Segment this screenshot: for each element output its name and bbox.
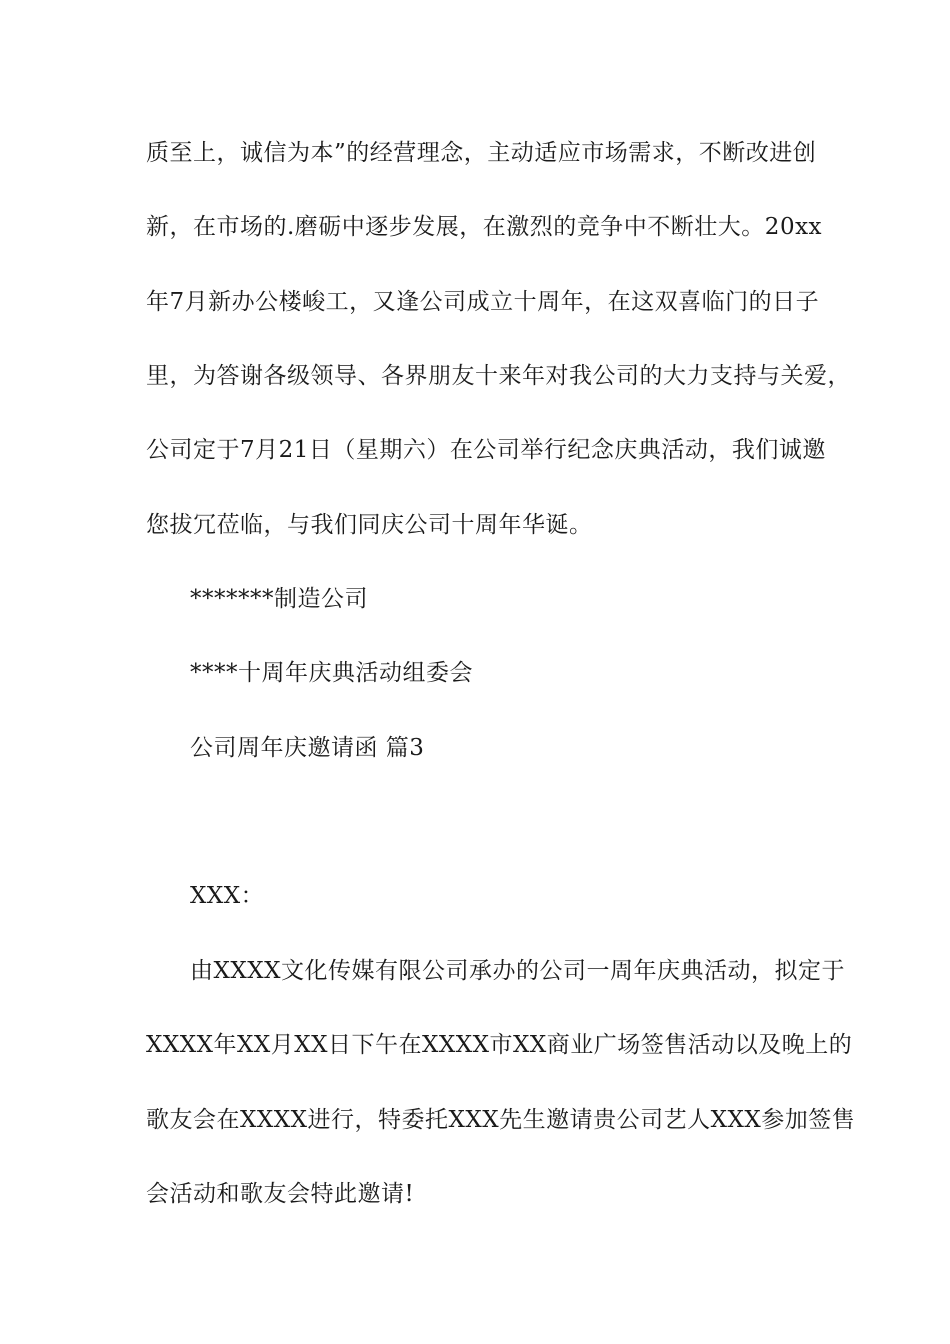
body-line-2: 新，在市场的.磨砺中逐步发展，在激烈的竞争中不断壮大。20xx: [146, 214, 823, 240]
body-line-5: 公司定于7月21日（星期六）在公司举行纪念庆典活动，我们诚邀: [146, 437, 826, 463]
invite-line-3: 歌友会在XXXX进行，特委托XXX先生邀请贵公司艺人XXX参加签售: [146, 1107, 856, 1133]
signature-company: *******制造公司: [190, 586, 368, 612]
body-line-4: 里，为答谢各级领导、各界朋友十来年对我公司的大力支持与关爱，: [146, 363, 851, 389]
invite-line-4: 会活动和歌友会特此邀请!: [146, 1181, 415, 1207]
invite-line-1: 由XXXX文化传媒有限公司承办的公司一周年庆典活动，拟定于: [190, 958, 845, 984]
body-line-1: 质至上，诚信为本”的经营理念，主动适应市场需求，不断改进创: [146, 140, 817, 166]
section-heading: 公司周年庆邀请函 篇3: [190, 735, 425, 761]
body-line-6: 您拔冗莅临，与我们同庆公司十周年华诞。: [146, 512, 593, 538]
salutation: XXX：: [190, 883, 265, 909]
invite-line-2: XXXX年XX月XX日下午在XXXX市XX商业广场签售活动以及晚上的: [146, 1032, 853, 1058]
signature-committee: ****十周年庆典活动组委会: [190, 660, 473, 686]
body-line-3: 年7月新办公楼峻工，又逢公司成立十周年，在这双喜临门的日子: [146, 289, 820, 315]
